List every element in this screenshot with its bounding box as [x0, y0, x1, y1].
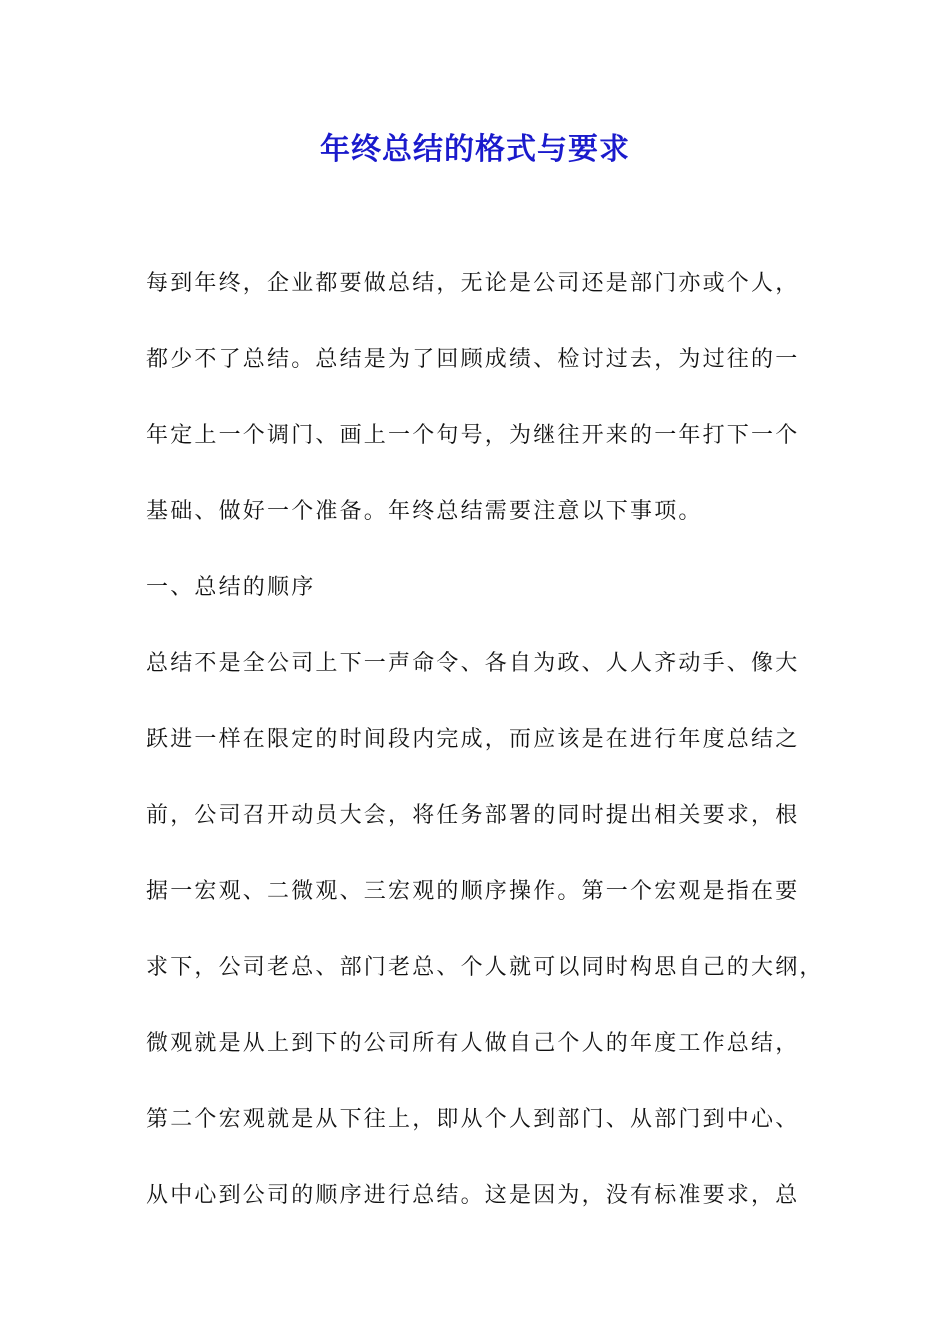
- paragraph-line: 前，公司召开动员大会，将任务部署的同时提出相关要求，根: [146, 803, 800, 828]
- paragraph-line: 跃进一样在限定的时间段内完成，而应该是在进行年度总结之: [146, 727, 800, 752]
- document-body: [146, 262, 826, 1250]
- paragraph-line: 基础、做好一个准备。年终总结需要注意以下事项。: [146, 499, 703, 524]
- section-heading: 一、总结的顺序: [146, 575, 316, 600]
- paragraph-line: 从中心到公司的顺序进行总结。这是因为，没有标准要求，总: [146, 1183, 800, 1208]
- paragraph-line: 第二个宏观就是从下往上，即从个人到部门、从部门到中心、: [146, 1107, 800, 1132]
- paragraph-line: 总结不是全公司上下一声命令、各自为政、人人齐动手、像大: [146, 651, 800, 676]
- paragraph-line: 都少不了总结。总结是为了回顾成绩、检讨过去，为过往的一: [146, 347, 800, 372]
- paragraph-line: 每到年终，企业都要做总结，无论是公司还是部门亦或个人，: [146, 271, 800, 296]
- paragraph-line: 求下，公司老总、部门老总、个人就可以同时构思自己的大纲，: [146, 955, 824, 980]
- paragraph-line: 年定上一个调门、画上一个句号，为继往开来的一年打下一个: [146, 423, 800, 448]
- document-title: 年终总结的格式与要求: [320, 132, 630, 167]
- paragraph-line: 据一宏观、二微观、三宏观的顺序操作。第一个宏观是指在要: [146, 879, 800, 904]
- paragraph-line: 微观就是从上到下的公司所有人做自己个人的年度工作总结，: [146, 1031, 800, 1056]
